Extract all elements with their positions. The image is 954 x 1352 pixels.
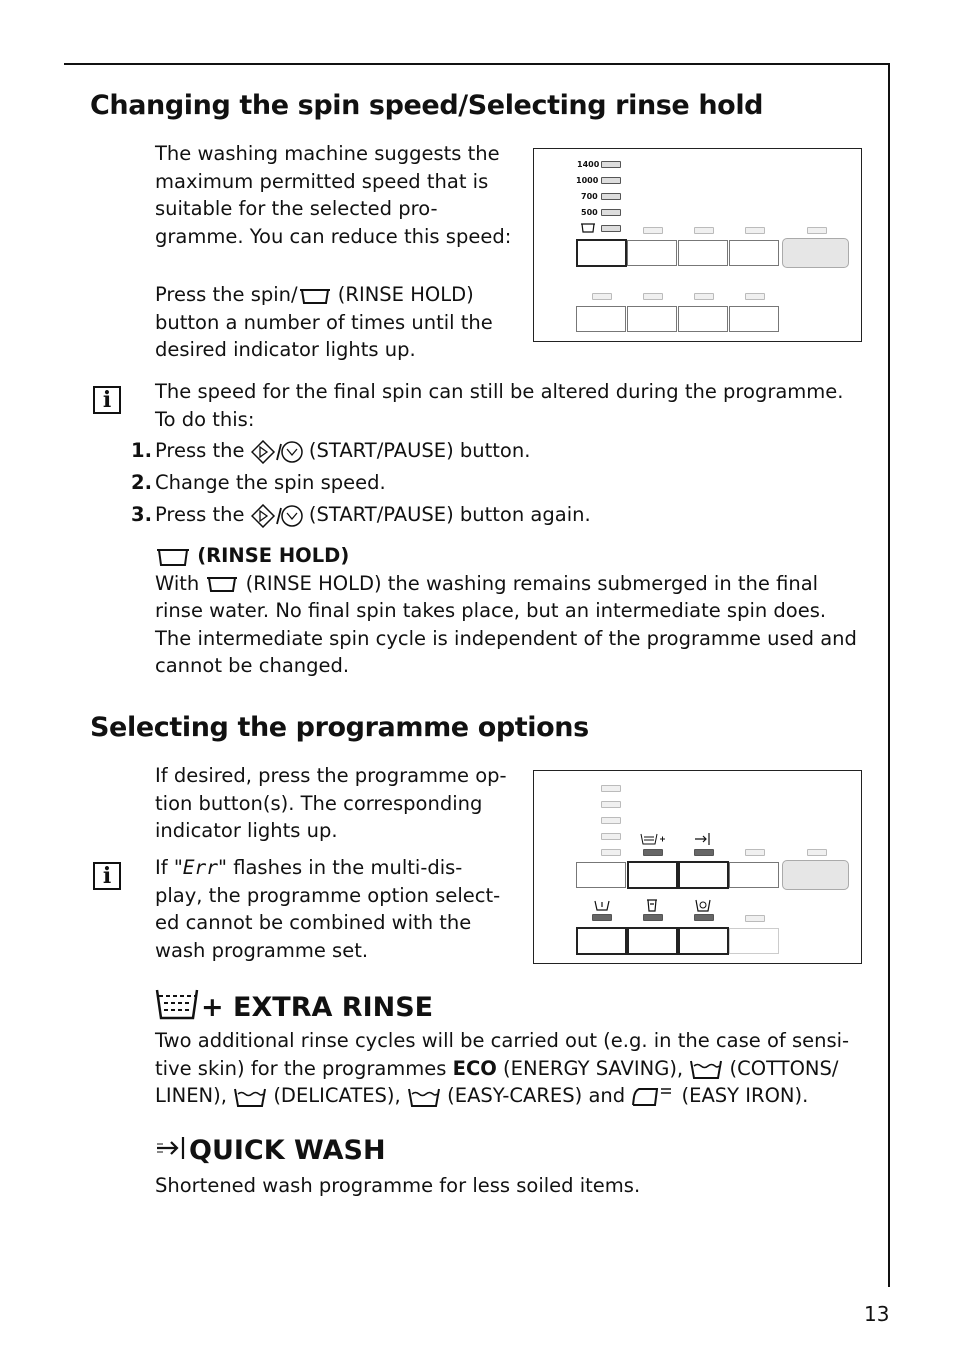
section-title-options: Selecting the programme options (90, 712, 589, 743)
info-icon-spin: i (93, 386, 121, 414)
extra-rinse-heading: + EXTRA RINSE (155, 988, 433, 1023)
led-col1-4 (601, 833, 621, 840)
quick-wash-small-icon (694, 832, 712, 846)
led-soak (694, 914, 714, 921)
led-1400 (601, 161, 621, 168)
panel-button-8[interactable] (729, 306, 779, 332)
led-col1-2 (601, 801, 621, 808)
option-button-1[interactable] (576, 862, 626, 888)
rinse-hold-section: (RINSE HOLD) With (RINSE HOLD) the washing remains submerged in the final rinse water. No final spin takes place, but an intermediate spin does. The intermediate spin cycle is independent of the programme used and cannot be changed. (155, 544, 857, 677)
spin-press-instructions: Press the spin/ (RINSE HOLD) button a number of times until the desired indicator lights up. (155, 283, 493, 361)
led-col1-5 (601, 849, 621, 856)
err-code: Err (182, 856, 219, 879)
soak-button[interactable] (678, 927, 729, 955)
section-title-spin: Changing the spin speed/Selecting rinse hold (90, 90, 764, 121)
rinse-hold-icon (155, 546, 191, 568)
quick-wash-text: Shortened wash programme for less soiled items. (155, 1174, 641, 1197)
led-row2-2 (643, 293, 663, 300)
quick-wash-icon (155, 1134, 189, 1162)
led-opt-5 (807, 849, 827, 856)
led-row1-2 (643, 227, 663, 234)
prewash-button[interactable] (576, 927, 627, 955)
prewash-small-icon (594, 899, 610, 911)
panel-button-7[interactable] (678, 306, 728, 332)
stain-small-icon (645, 898, 659, 912)
speed-label-1000: 1000 (576, 176, 599, 185)
extra-rinse-text: Two additional rinse cycles will be carried out (e.g. in the case of sensi- tive skin) for the programmes ECO (ENERGY SAVING), (COTTONS/ LINEN), (DELICATES), (EASY-CARES) and (EASY IRON). (155, 1027, 849, 1110)
rinse-hold-small-icon (580, 223, 596, 233)
led-row2-4 (745, 293, 765, 300)
speed-label-700: 700 (581, 192, 598, 201)
extra-rinse-icon (155, 988, 201, 1020)
led-col1-1 (601, 785, 621, 792)
control-panel-spin (533, 148, 862, 342)
options-err-text: If "Err" flashes in the multi-dis- play, the programme option select- ed cannot be combined with the wash programme set. (155, 856, 501, 962)
quick-wash-heading: QUICK WASH (155, 1134, 386, 1166)
extra-rinse-button[interactable] (627, 861, 678, 889)
step-3: 3. Press the (START/PAUSE) button again. (131, 503, 591, 526)
panel-button-2[interactable] (627, 240, 677, 266)
cottons-icon (689, 1058, 723, 1080)
led-extra-rinse (643, 849, 663, 856)
led-row2-3 (694, 293, 714, 300)
led-opt-4 (745, 849, 765, 856)
speed-label-1400: 1400 (577, 160, 600, 169)
control-panel-options (533, 770, 862, 964)
start-pause-icon (251, 504, 303, 528)
rinse-hold-icon (205, 574, 239, 594)
top-rule (64, 63, 890, 65)
panel-button-3[interactable] (678, 240, 728, 266)
led-700 (601, 193, 621, 200)
led-row1-3 (694, 227, 714, 234)
led-row2-1 (592, 293, 612, 300)
led-opt-8 (745, 915, 765, 922)
start-pause-icon (251, 440, 303, 464)
stain-button[interactable] (627, 927, 678, 955)
led-500 (601, 209, 621, 216)
step-2: 2. Change the spin speed. (131, 471, 386, 494)
right-rule (888, 63, 890, 1287)
spin-info-text: The speed for the final spin can still be altered during the programme. To do this: (155, 380, 844, 431)
start-pause-button[interactable] (782, 860, 849, 890)
easy-iron-icon (631, 1085, 675, 1109)
options-intro: If desired, press the programme op- tion button(s). The corresponding indicator lights up. (155, 764, 507, 842)
option-button-4[interactable] (729, 862, 779, 888)
led-row1-5 (807, 227, 827, 234)
spin-button[interactable] (576, 239, 627, 267)
extra-rinse-small-icon (640, 833, 666, 845)
spin-intro: The washing machine suggests the maximum permitted speed that is suitable for the selected pro- gramme. You can reduce this speed: (155, 142, 512, 248)
rinse-hold-icon (298, 286, 332, 306)
led-1000 (601, 177, 621, 184)
panel-button-6[interactable] (627, 306, 677, 332)
info-icon-options: i (93, 862, 121, 890)
led-prewash (592, 914, 612, 921)
delicates-icon (233, 1086, 267, 1108)
led-row1-4 (745, 227, 765, 234)
start-pause-button[interactable] (782, 238, 849, 268)
quick-wash-button[interactable] (678, 861, 729, 889)
easy-cares-icon (407, 1086, 441, 1108)
soak-small-icon (695, 898, 711, 912)
led-quick-wash (694, 849, 714, 856)
led-rinse-hold (601, 225, 621, 232)
led-stain (643, 914, 663, 921)
page-number: 13 (864, 1302, 890, 1326)
panel-button-5[interactable] (576, 306, 626, 332)
option-button-8[interactable] (729, 928, 779, 954)
led-col1-3 (601, 817, 621, 824)
step-1: 1. Press the (START/PAUSE) button. (131, 439, 531, 462)
panel-button-4[interactable] (729, 240, 779, 266)
speed-label-500: 500 (581, 208, 598, 217)
